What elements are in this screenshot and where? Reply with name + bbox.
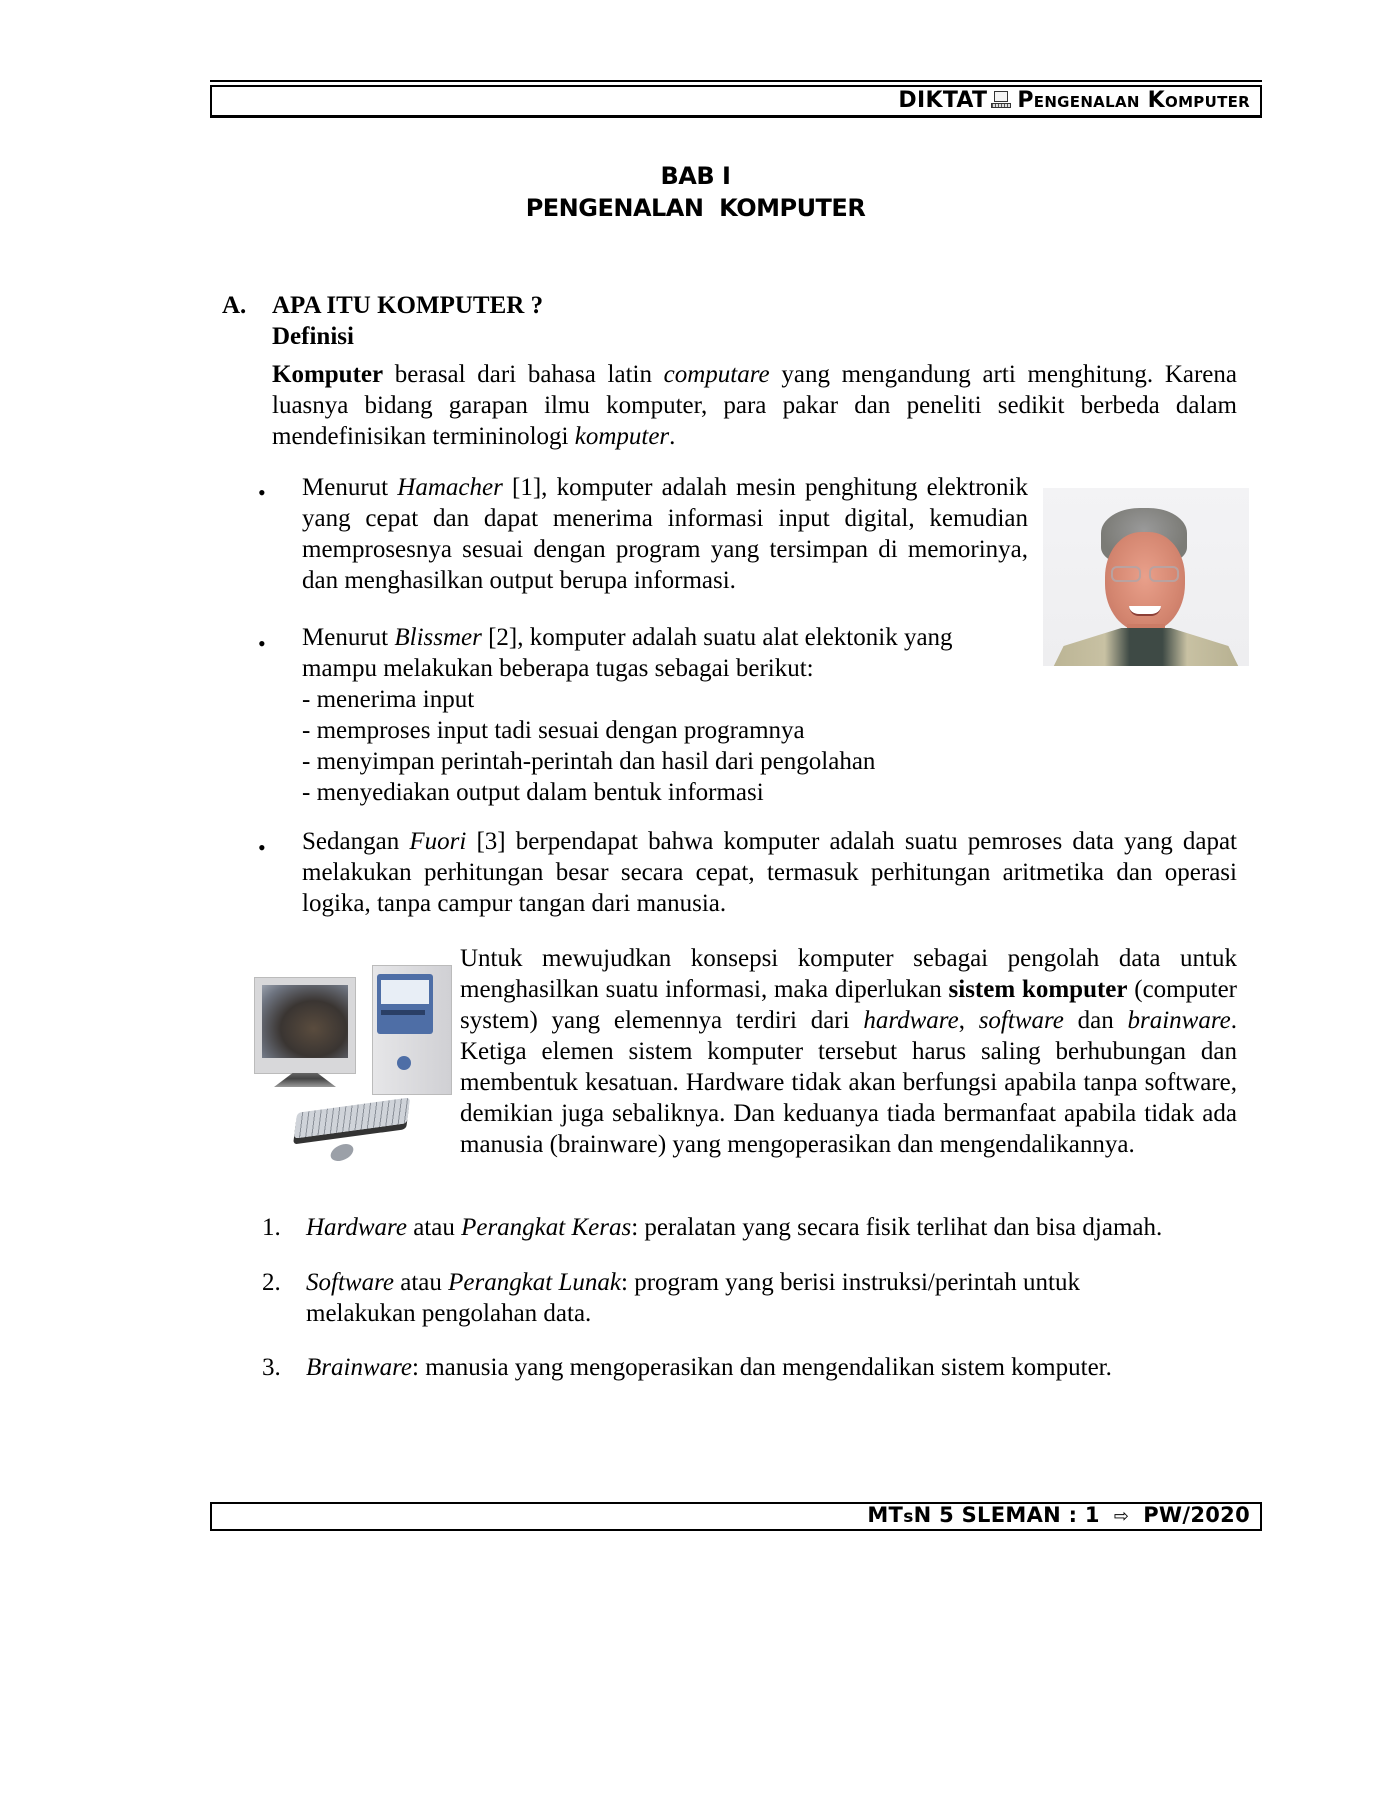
list-text: atau — [393, 1269, 449, 1296]
subheading-definisi: Definisi — [272, 323, 354, 350]
paragraph-text: . Ketiga elemen sistem komputer tersebut harus saling berhubungan dan membentuk kesatuan. Hardware tidak akan berfungsi apabila tanpa software, demikian juga sebaliknya. Dan keduanya tiada bermanfaat apabila tidak ada manusia (brainware) yang mengoperasikan dan mengendalikannya. — [460, 1007, 1237, 1158]
list-text: : manusia yang mengoperasikan dan mengendalikan sistem komputer. — [412, 1354, 1112, 1381]
computer-photo — [252, 955, 457, 1170]
bullet-icon: • — [258, 480, 266, 505]
list-item-hardware — [262, 1212, 1162, 1243]
bullet-text: Menurut — [302, 624, 395, 651]
term-brainware: brainware — [1127, 1007, 1231, 1034]
term-computare: computare — [663, 361, 770, 388]
running-header — [210, 85, 1262, 118]
header-title-diktat: DIKTAT — [898, 88, 988, 113]
bullet-icon: • — [258, 835, 266, 860]
header-title-subject: Pengenalan Komputer — [1017, 88, 1250, 113]
task-item: - menyediakan output dalam bentuk informasi — [302, 779, 764, 806]
header-title — [898, 87, 1250, 115]
list-number: 2. — [262, 1269, 281, 1296]
task-item: - menyimpan perintah-perintah dan hasil dari pengolahan — [302, 748, 876, 775]
list-number: 1. — [262, 1214, 281, 1241]
chapter-label: BAB I — [660, 162, 731, 190]
section-heading — [222, 290, 543, 321]
author-name: Blissmer — [394, 624, 482, 651]
intro-text: . — [669, 423, 676, 450]
header-top-rule — [210, 80, 1262, 82]
list-text: atau — [406, 1214, 462, 1241]
list-item-software — [262, 1267, 1080, 1329]
list-term: Software — [306, 1269, 394, 1296]
list-number: 3. — [262, 1354, 281, 1381]
task-item: - menerima input — [302, 686, 475, 713]
definition-hamacher — [302, 472, 1028, 596]
paragraph-text: Untuk mewujudkan konsepsi komputer sebagai pengolah data untuk menghasilkan suatu informasi, maka diperlukan — [460, 945, 1237, 1003]
bullet-text: [3] berpendapat bahwa komputer adalah suatu pemroses data yang dapat melakukan perhitungan besar secara cepat, termasuk perhitungan aritmetika dan operasi logika, tanpa campur tangan dari manusia. — [302, 828, 1237, 917]
bullet-text: Menurut — [302, 474, 398, 501]
list-text: : peralatan yang secara fisik terlihat dan bisa djamah. — [631, 1214, 1163, 1241]
list-text: : program yang berisi instruksi/perintah untuk — [621, 1269, 1080, 1296]
portrait-photo — [1043, 488, 1249, 666]
term-sistem-komputer: sistem komputer — [948, 976, 1128, 1003]
intro-text: yang mengandung arti menghitung. Karena luasnya bidang garapan ilmu komputer, para pakar dan peneliti sedikit berbeda dalam mendefinisikan termininologi — [272, 361, 1237, 450]
bullet-text: [2], komputer adalah suatu alat elektonik yang mampu melakukan beberapa tugas sebagai berikut: — [302, 624, 953, 682]
bullet-text: Sedangan — [302, 828, 410, 855]
bullet-icon: • — [258, 631, 266, 656]
chapter-title: PENGENALAN KOMPUTER — [525, 194, 866, 222]
paragraph-text: , — [958, 1007, 979, 1034]
section-title: APA ITU KOMPUTER ? — [272, 292, 544, 319]
list-item-brainware — [262, 1352, 1112, 1383]
paragraph-text: (computer system) yang elemennya terdiri dari — [460, 976, 1237, 1034]
footer-code: PW/2020 — [1143, 1503, 1250, 1527]
intro-paragraph — [272, 359, 1237, 452]
author-name: Hamacher — [397, 474, 503, 501]
list-term: Brainware — [306, 1354, 413, 1381]
definition-blissmer — [302, 622, 1022, 808]
arrow-right-icon: ⇨ — [1113, 1506, 1130, 1527]
list-text: melakukan pengolahan data. — [306, 1300, 592, 1327]
running-footer — [210, 1502, 1262, 1531]
section-number: A. — [222, 292, 247, 319]
term-komputer-italic: komputer — [574, 423, 670, 450]
laptop-icon — [991, 91, 1011, 109]
term-software: software — [978, 1007, 1064, 1034]
term-hardware: hardware — [863, 1007, 959, 1034]
bullet-text: [1], komputer adalah mesin penghitung elektronik yang cepat dan dapat menerima informasi input digital, kemudian memprosesnya sesuai dengan program yang tersimpan di memorinya, dan menghasilkan output berupa informasi. — [302, 474, 1028, 594]
footer-school: s — [903, 1507, 914, 1527]
footer-school-page: N 5 SLEMAN : 1 — [913, 1503, 1100, 1527]
definition-fuori — [302, 826, 1237, 919]
list-term: Hardware — [306, 1214, 407, 1241]
computer-system-paragraph — [460, 943, 1237, 1160]
list-term: Perangkat Lunak — [448, 1269, 621, 1296]
term-komputer: Komputer — [272, 361, 384, 388]
footer-text — [867, 1503, 1250, 1530]
list-term: Perangkat Keras — [461, 1214, 632, 1241]
task-item: - memproses input tadi sesuai dengan programnya — [302, 717, 805, 744]
intro-text: berasal dari bahasa latin — [383, 361, 664, 388]
paragraph-text: dan — [1063, 1007, 1128, 1034]
author-name: Fuori — [409, 828, 467, 855]
footer-school: MT — [867, 1503, 904, 1527]
